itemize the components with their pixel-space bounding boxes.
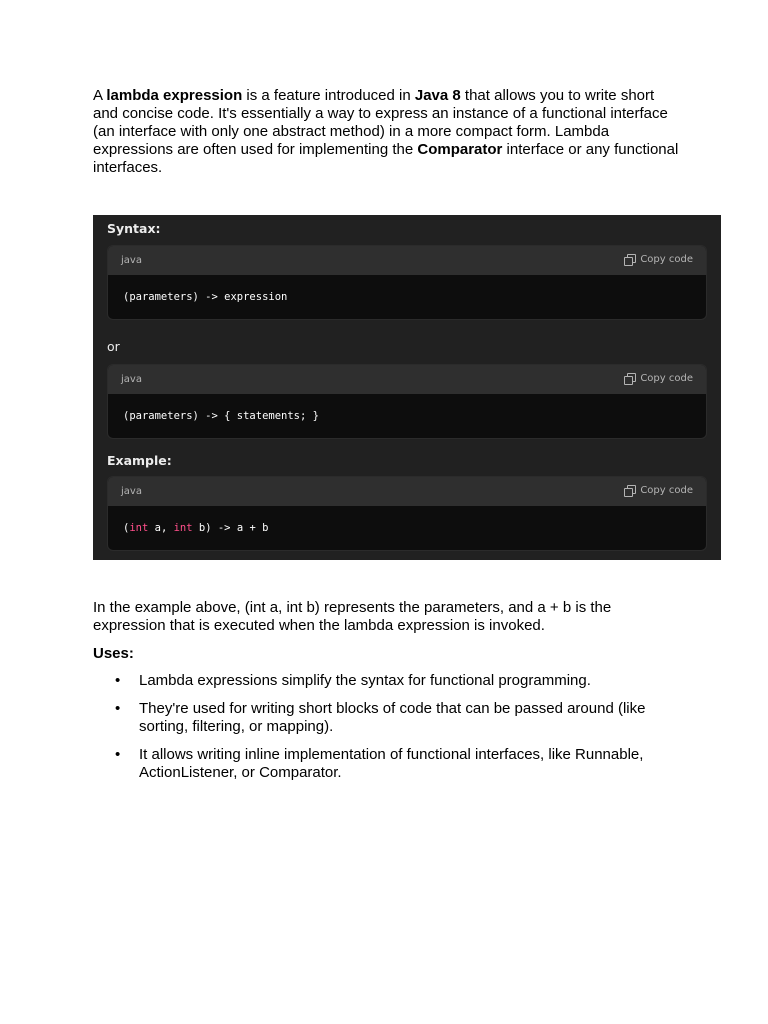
code-block-syntax-1 [107,245,707,320]
explanation-paragraph: In the example above, (int a, int b) represents the parameters, and a + b is the expression that is executed when the lambda expression is invoked. [93,599,612,634]
bullet: • [115,700,121,717]
intro-paragraph [93,87,683,177]
term-java-8: Java 8 [414,87,461,104]
list-item-text: It allows writing inline implementation of functional interfaces, like Runnable, ActionListener, or Comparator. [139,746,644,781]
code-token: a, [148,522,174,534]
intro-text-4: interface or any functional interfaces. [93,141,679,176]
intro-text-3: that allows you to write short and concise code. It's essentially a way to express an instance of a functional interface (an interface with only one abstract method) in a more compact form. Lambda expressions are often used for implementing the [93,87,668,158]
list-item [93,672,683,690]
copy-icon [624,254,635,265]
code-line: (parameters) -> expression [123,291,288,303]
code-header [108,477,706,506]
copy-icon [624,485,635,496]
code-keyword: int [173,522,193,534]
copy-code-button[interactable] [624,254,693,265]
code-block-example [107,476,707,551]
copy-code-label: Copy code [640,373,693,384]
code-line [108,506,706,550]
code-language: java [121,255,142,266]
code-language: java [121,486,142,497]
intro-text-2: is a feature introduced in [242,87,415,104]
copy-code-label: Copy code [640,254,693,265]
bullet: • [115,672,121,689]
copy-icon [624,373,635,384]
uses-list [93,672,683,792]
or-label: or [107,339,120,354]
code-token: ( [123,522,130,534]
copy-code-label: Copy code [640,485,693,496]
code-block-syntax-2 [107,364,707,439]
term-comparator: Comparator [417,141,503,158]
intro-text-1: A [93,87,107,104]
list-item [93,746,683,782]
code-screenshot [93,215,721,560]
uses-heading: Uses: [93,645,134,662]
code-line: (parameters) -> { statements; } [123,410,319,422]
term-lambda-expression: lambda expression [106,87,243,104]
list-item-text: Lambda expressions simplify the syntax for functional programming. [139,672,591,689]
list-item [93,700,683,736]
code-header [108,365,706,394]
copy-code-button[interactable] [624,373,693,384]
example-label: Example: [107,453,172,468]
bullet: • [115,746,121,763]
code-header [108,246,706,275]
copy-code-button[interactable] [624,485,693,496]
code-token: b) -> a + b [192,522,269,534]
list-item-text: They're used for writing short blocks of code that can be passed around (like sorting, filtering, or mapping). [139,700,646,735]
code-language: java [121,374,142,385]
syntax-label: Syntax: [107,221,161,236]
code-keyword: int [129,522,149,534]
